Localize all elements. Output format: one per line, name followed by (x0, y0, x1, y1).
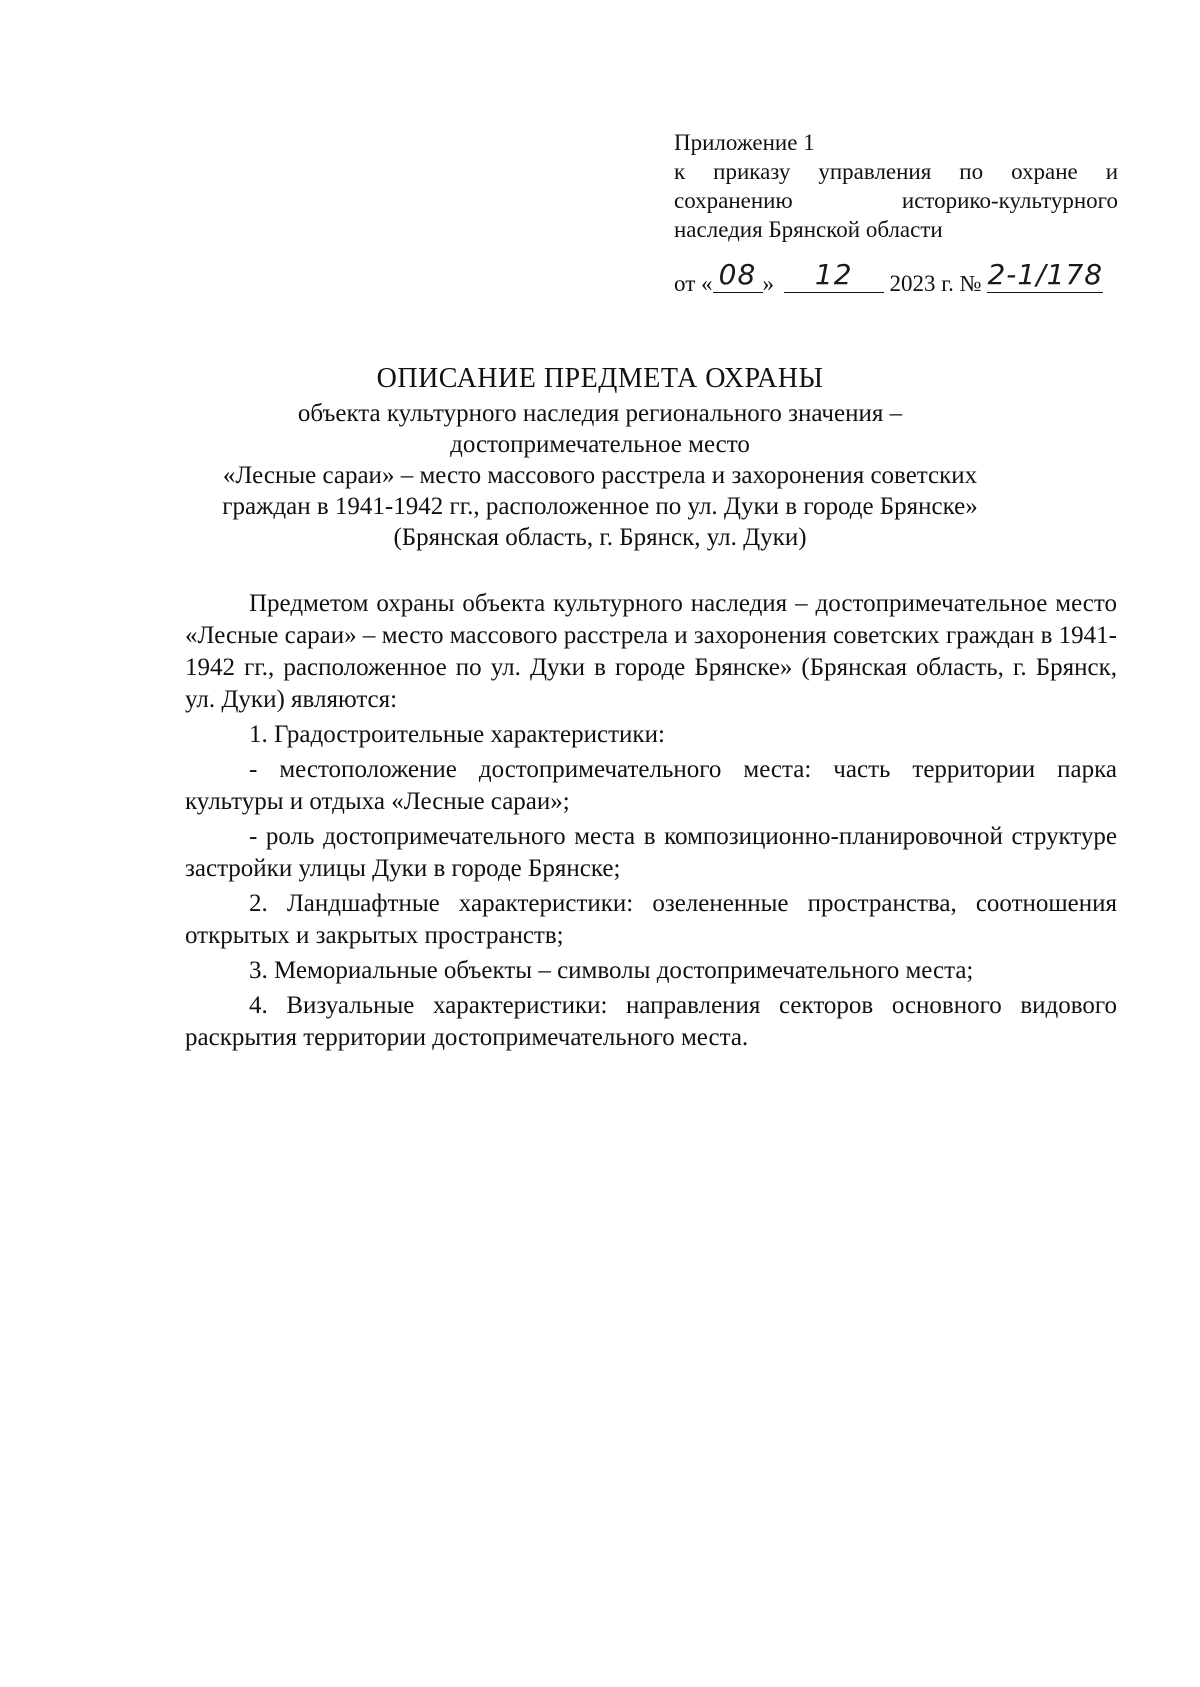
title-subtitle-line: достопримечательное место (450, 431, 750, 458)
appendix-order-line: к приказу управления по охране и (674, 159, 1118, 184)
list-item: 4. Визуальные характеристики: направления секторов основного видового раскрытия территории достопримечательного места. (185, 992, 1117, 1051)
date-day-field (713, 258, 763, 293)
date-year-number-label: 2023 г. № (889, 271, 982, 296)
title-address-line: (Брянская область, г. Брянск, ул. Дуки) (393, 524, 807, 551)
document-title-block (150, 360, 1050, 553)
order-number: 2-1/178 (987, 258, 1104, 291)
date-quote-close: » (762, 271, 774, 296)
list-subitem: - местоположение достопримечательного места: часть территории парка культуры и отдыха «Лесные сараи»; (185, 756, 1117, 815)
appendix-reference (674, 128, 1118, 244)
appendix-label: Приложение 1 (674, 130, 815, 155)
appendix-region-line: наследия Брянской области (674, 217, 943, 242)
title-subtitle-line: «Лесные сараи» – место массового расстрела и захоронения советских (222, 462, 978, 489)
list-subitem: - роль достопримечательного места в композиционно-планировочной структуре застройки улицы Дуки в городе Брянске; (185, 823, 1117, 882)
order-date-number (674, 258, 1134, 302)
list-item: 2. Ландшафтные характеристики: озелененные пространства, соотношения открытых и закрытых пространств; (185, 890, 1117, 949)
date-month: 12 (814, 258, 853, 291)
date-month-field (784, 258, 884, 293)
intro-paragraph: Предметом охраны объекта культурного наследия – достопримечательное место «Лесные сараи» – место массового расстрела и захоронения советских граждан в 1941-1942 гг., расположенное по ул. Дуки в городе Брянске» (Брянская область, г. Брянск, ул. Дуки) являются: (185, 590, 1117, 713)
order-number-field (987, 258, 1104, 293)
date-prefix: от « (674, 271, 713, 296)
date-day: 08 (718, 258, 757, 291)
title-subtitle-line: объекта культурного наследия регионального значения – (297, 400, 903, 427)
list-item: 3. Мемориальные объекты – символы достопримечательного места; (249, 957, 974, 984)
appendix-department-line: сохранению историко-культурного (674, 188, 1118, 213)
list-item: 1. Градостроительные характеристики: (249, 721, 665, 748)
document-title: ОПИСАНИЕ ПРЕДМЕТА ОХРАНЫ (376, 363, 824, 394)
document-body (185, 588, 1117, 1057)
title-subtitle-line: граждан в 1941-1942 гг., расположенное по ул. Дуки в городе Брянске» (222, 493, 978, 520)
